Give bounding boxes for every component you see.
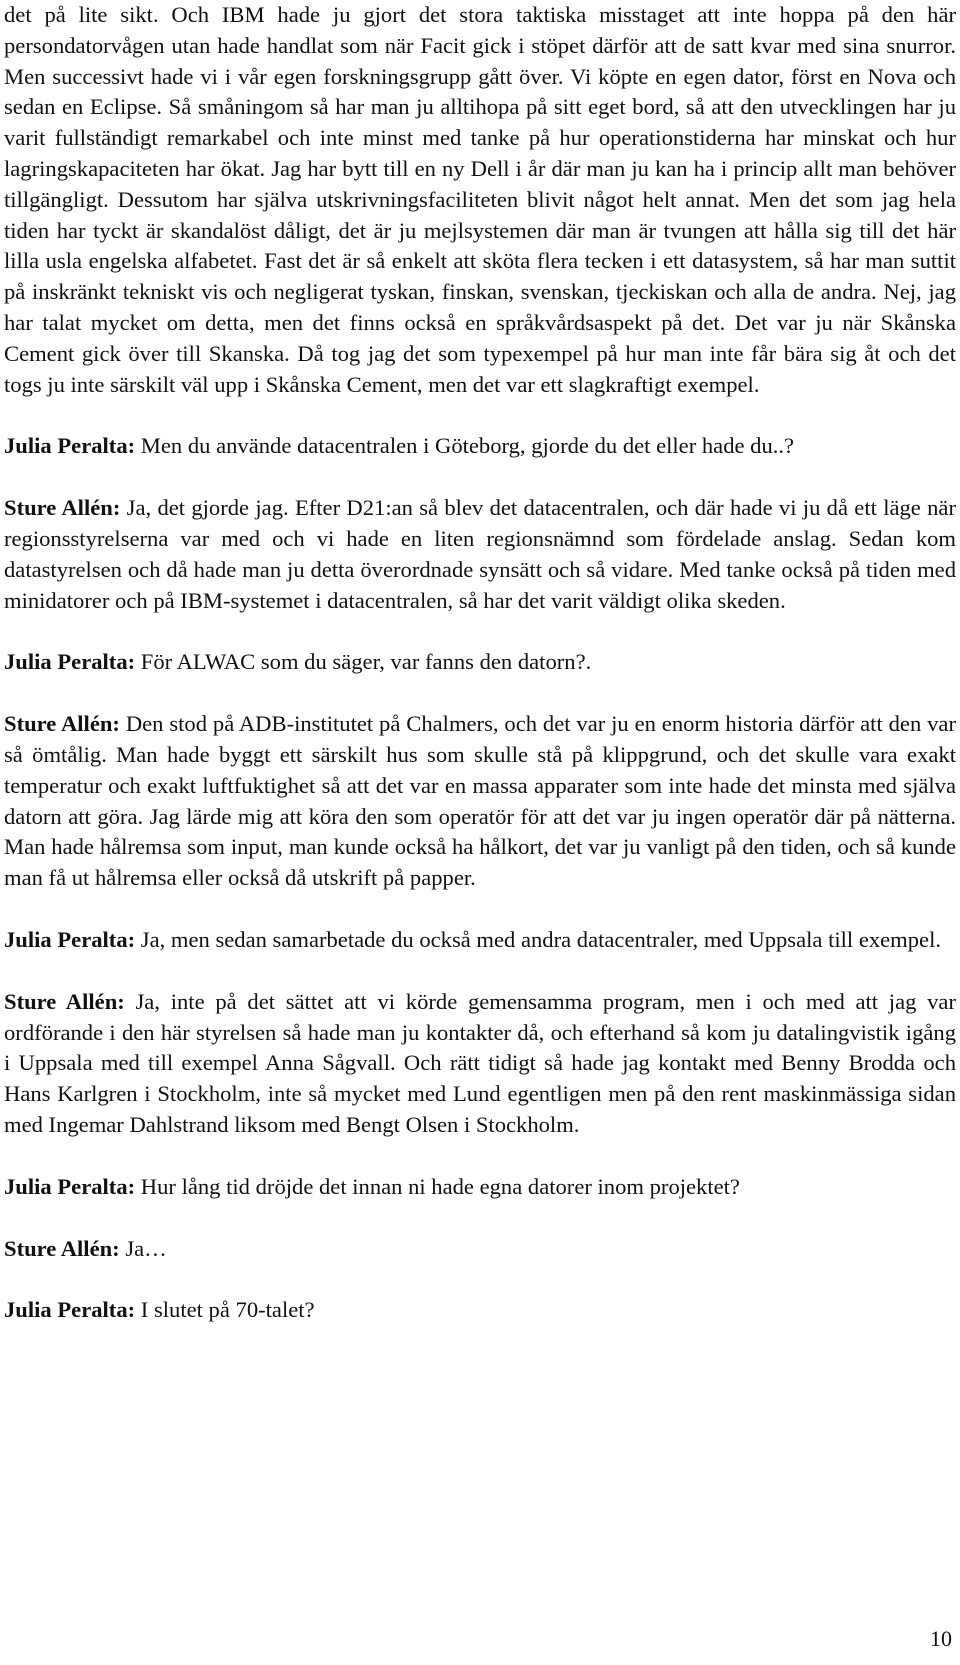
paragraph-text: Hur lång tid dröjde det innan ni hade egna datorer inom projektet?: [135, 1173, 740, 1199]
speaker-name: Sture Allén:: [4, 1235, 120, 1261]
speaker-name: Julia Peralta:: [4, 1173, 136, 1199]
speaker-name: Julia Peralta:: [4, 433, 136, 459]
paragraph-continuation: [4, 0, 956, 400]
paragraph-question: [4, 1172, 956, 1203]
paragraph-answer: [4, 1234, 956, 1265]
paragraph-text: Ja, men sedan samarbetade du också med andra datacentraler, med Uppsala till exempel.: [135, 926, 942, 952]
paragraph-question: [4, 1295, 956, 1326]
paragraph-question: [4, 431, 956, 462]
paragraph-text: Ja, inte på det sättet att vi körde gemensamma program, men i och med att jag var ordförande i den här styrelsen så hade man ju kontakter då, och efterhand så kom ju datalingvistik igång i Uppsala med till exempel Anna Sågvall. Och rätt tidigt så hade jag kontakt med Benny Brodda och Hans Karlgren i Stockholm, inte så mycket med Lund egentligen men på den rent maskinmässiga sidan med Ingemar Dahlstrand liksom med Bengt Olsen i Stockholm.: [4, 988, 956, 1137]
speaker-name: Julia Peralta:: [4, 926, 136, 952]
paragraph-question: [4, 647, 956, 678]
speaker-name: Sture Allén:: [4, 495, 121, 521]
paragraph-question: [4, 925, 956, 956]
paragraph-answer: [4, 987, 956, 1141]
paragraph-answer: [4, 493, 956, 616]
paragraph-text: Ja, det gjorde jag. Efter D21:an så blev det datacentralen, och där hade vi ju då ett läge när regionsstyrelserna var med och vi hade en liten regionsnämnd som fördelade anslag. Sedan kom datastyrelsen och då hade man ju detta överordnade synsätt och så vidare. Med tanke också på tiden med minidatorer och på IBM-systemet i datacentralen, så har det varit väldigt olika skeden.: [4, 495, 956, 613]
page-number: 10: [930, 1626, 952, 1651]
paragraph-text: det på lite sikt. Och IBM hade ju gjort det stora taktiska misstaget att inte hoppa på den här persondatorvågen utan hade handlat som när Facit gick i stöpet därför att de satt kvar med sina snurror. Men successivt hade vi i vår egen forskningsgrupp gått över. Vi köpte en egen dator, först en Nova och sedan en Eclipse. Så småningom så har man ju alltihopa på sitt eget bord, så att den utvecklingen har ju varit fullständigt remarkabel och inte minst med tanke på hur operationstiderna har minskat och hur lagringskapaciteten har ökat. Jag har bytt till en ny Dell i år där man ju kan ha i princip allt man behöver tillgängligt. Dessutom har själva utskrivningsfaciliteten blivit något helt annat. Men det som jag hela tiden har tyckt är skandalöst dåligt, det är ju mejlsystemen där man är tvungen att hålla sig till det här lilla usla engelska alfabetet. Fast det är så enkelt att sköta flera tecken i ett datasystem, så har man suttit på inskränkt tekniskt vis och negligerat tyskan, finskan, svenskan, tjeckiskan och alla de andra. Nej, jag har talat mycket om detta, men det finns också en språkvårdsaspekt på det. Det var ju när Skånska Cement gick över till Skanska. Då tog jag det som typexempel på hur man inte får bära sig åt och det togs ju inte särskilt väl upp i Skånska Cement, men det var ett slagkraftigt exempel.: [4, 2, 956, 397]
interview-transcript: [4, 0, 956, 1357]
speaker-name: Sture Allén:: [4, 711, 120, 737]
paragraph-answer: [4, 709, 956, 894]
speaker-name: Julia Peralta:: [4, 1297, 136, 1323]
paragraph-text: Den stod på ADB-institutet på Chalmers, och det var ju en enorm historia därför att den var så ömtålig. Man hade byggt ett särskilt hus som skulle stå på klippgrund, och det skulle vara exakt temperatur och exakt luftfuktighet så att det var en massa apparater som inte hade det minsta med själva datorn att göra. Jag lärde mig att köra den som operatör för att det var ju ingen operatör där på nätterna. Man hade hålremsa som input, man kunde också ha hålkort, det var ju vanligt på den tiden, och så kunde man få ut hålremsa eller också då utskrift på papper.: [4, 711, 956, 891]
paragraph-text: Ja…: [119, 1235, 167, 1261]
speaker-name: Julia Peralta:: [4, 649, 136, 675]
paragraph-text: För ALWAC som du säger, var fanns den datorn?.: [135, 649, 592, 675]
paragraph-text: I slutet på 70-talet?: [135, 1297, 315, 1323]
paragraph-text: Men du använde datacentralen i Göteborg, gjorde du det eller hade du..?: [135, 433, 795, 459]
speaker-name: Sture Allén:: [4, 988, 125, 1014]
